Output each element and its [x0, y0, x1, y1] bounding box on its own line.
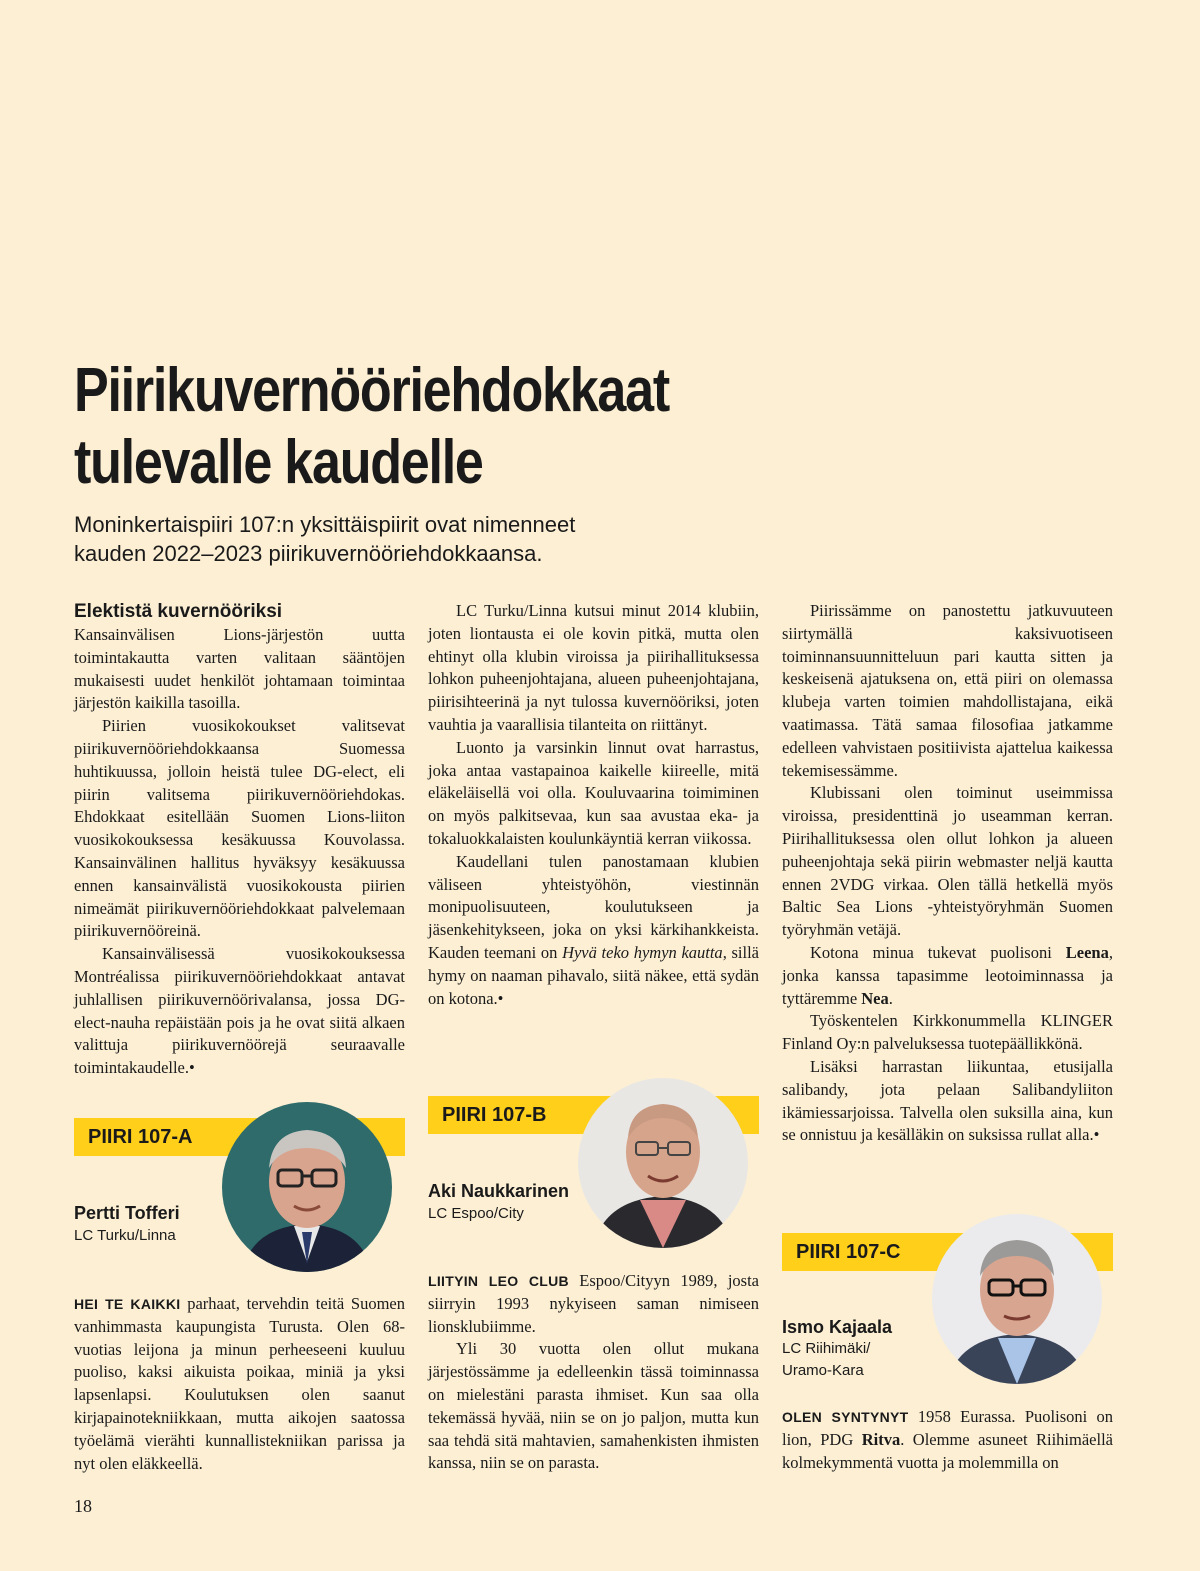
subtitle-line-1: Moninkertaispiiri 107:n yksittäispiirit ovat nimenneet [74, 512, 576, 537]
candidate-c-lead: OLEN SYNTYNYT [782, 1409, 909, 1425]
column-2-text [428, 600, 759, 1010]
col2-paragraph-2: Luonto ja varsinkin linnut ovat harrastus, joka antaa vastapainoa kaikelle kiireelle, mitä eläkeläisellä voi olla. Kouluvaarina toimiminen on myös palkitsevaa, kun saa avustaa eka- ja tokaluokkalaisten koulunkäyntiä kerran viikossa. [428, 737, 759, 848]
col3-paragraph-5: Lisäksi harrastan liikuntaa, etusijalla salibandy, jota pelaan Salibandyliiton ikämiessarjoissa. Talvella olen suksilla aina, kun se onnistuu ja kesälläkin on suksissa rullat alla.• [782, 1056, 1113, 1145]
district-band-107b: PIIRI 107-B [428, 1096, 759, 1134]
col3-paragraph-3: Kotona minua tukevat puolisoni Leena, jonka kanssa tapasimme leotoiminnassa ja tyttäremme Nea. [782, 942, 1113, 1008]
person-photo-icon [222, 1102, 392, 1272]
candidate-a-lead: HEI TE KAIKKI [74, 1296, 181, 1312]
candidate-b-name: Aki Naukkarinen [428, 1181, 570, 1201]
candidate-c-bio: OLEN SYNTYNYT 1958 Eurassa. Puolisoni on lion, PDG Ritva. Olemme asuneet Riihimäellä kolmekymmentä vuotta ja molemmilla on [782, 1407, 1113, 1472]
candidate-c-club: LC Riihimäki/ Uramo-Kara [782, 1340, 871, 1379]
title-line-1: Piirikuvernööriehdokkaat [74, 356, 669, 425]
candidate-b-club: LC Espoo/City [428, 1205, 524, 1222]
col3-paragraph-1: Piirissämme on panostettu jatkuvuuteen siirtymällä kaksivuotiseen toiminnansuunnitteluun pari kautta sitten ja keskeisenä ajatuksena on, että piiri on olemassa klubeja varten toimien mahdollistajana, eikä vaatimassa. Tätä samaa filosofiaa jatkamme edelleen vahvistaen positiivista ajattelua kaikessa tekemisessämme. [782, 601, 1113, 780]
candidate-b-paragraph-2: Yli 30 vuotta olen ollut mukana järjestössämme ja edelleenkin tässä toiminnassa on mielestäni parasta ihmiset. Kun saa olla tekemässä hyvää, niin se on jo paljon, mutta kun saa tehdä sitä mahtavien, samahenkisten ihmisten kanssa, niin se on parasta. [428, 1339, 759, 1473]
portrait-pertti-tofferi [222, 1102, 392, 1272]
candidate-c-name: Ismo Kajaala [782, 1317, 893, 1337]
title-line-2: tulevalle kaudelle [74, 428, 483, 497]
candidate-b-lead: LIITYIN LEO CLUB [428, 1273, 569, 1289]
col3-paragraph-4: Työskentelen Kirkkonummella KLINGER Finland Oy:n palveluksessa tuotepäällikkönä. [782, 1011, 1113, 1054]
person-photo-icon [578, 1078, 748, 1248]
intro-paragraph-1: Kansainvälisen Lions-järjestön uutta toimintakautta varten valitaan sääntöjen mukaisesti uudet henkilöt johtamaan toimintaa järjestön kaikilla tasoilla. [74, 625, 405, 713]
page-number: 18 [74, 1496, 92, 1516]
portrait-aki-naukkarinen [578, 1078, 748, 1248]
col2-paragraph-3: Kaudellani tulen panostamaan klubien väliseen yhteistyöhön, viestinnän monipuolisuuteen, koulutukseen ja jäsenkehitykseen, joka on yksi kärkihankkeista. Kauden teemani on Hyvä teko hymyn kautta, sillä hymy on naaman pihavalo, siitä näkee, että sydän on kotona.• [428, 851, 759, 1008]
theme-phrase: Hyvä teko hymyn kautta [562, 942, 723, 962]
intro-heading: Elektistä kuvernööriksi [74, 601, 283, 622]
portrait-ismo-kajaala [932, 1214, 1102, 1384]
subtitle [74, 510, 694, 568]
person-photo-icon [932, 1214, 1102, 1384]
col2-paragraph-1: LC Turku/Linna kutsui minut 2014 klubiin, joten liontausta ei ole kovin pitkä, mutta olen ehtinyt olla klubin viroissa ja piirihallituksessa lohkon puheenjohtajana, alueen puheenjohtajana, piirisihteerinä ja nyt tulossa kuvernööriksi, joten vauhtia ja vaarallisia tilanteita on riittänyt. [428, 601, 759, 734]
candidate-b-bio: LIITYIN LEO CLUB Espoo/Cityyn 1989, josta siirryin 1993 nykyiseen saman nimiseen lionsklubiimme. Yli 30 vuotta olen ollut mukana järjestössämme ja edelleenkin tässä toiminnassa on mielestäni parasta ihmiset. Kun saa olla tekemässä hyvää, niin se on jo paljon, mutta kun saa tehdä sitä mahtavien, samahenkisten ihmisten kanssa, niin se on parasta. [428, 1270, 759, 1475]
candidate-a-bio: HEI TE KAIKKI parhaat, tervehdin teitä Suomen vanhimmasta kaupungista Turusta. Olen 68-vuotias leijona ja minun perheeseeni kuuluu puoliso, kaksi aikuista poikaa, miniä ja yksi lapsenlapsi. Koulutuksen olen saanut kirjapainotekniikkaan, mutta aikojen saatossa työelämä vierähti kunnallistekniikan parissa ja nyt olen eläkkeellä. [74, 1294, 405, 1473]
intro-paragraph-2: Piirien vuosikokoukset valitsevat piirikuvernööriehdokkaansa Suomessa huhtikuussa, jolloin heistä tulee DG-elect, eli piirin valitsema piirikuvernööriehdokas. Ehdokkaat esitellään Suomen Lions-liiton vuosikokouksessa kesäkuussa Kouvolassa. Kansainvälinen hallitus hyväksyy kesäkuussa ennen kansainvälistä vuosikokousta piirien nimeämät piirikuvernööriehdokkaat palvelemaan piirikuvernööreinä. [74, 716, 405, 941]
subtitle-line-2: kauden 2022–2023 piirikuvernööriehdokkaansa. [74, 541, 543, 566]
candidate-a-club: LC Turku/Linna [74, 1227, 176, 1244]
column-3-text [782, 600, 1113, 1147]
district-band-107a: PIIRI 107-A [74, 1118, 405, 1156]
intro-column [74, 600, 405, 1080]
district-band-107c: PIIRI 107-C [782, 1233, 1113, 1271]
candidate-a-name: Pertti Tofferi [74, 1203, 180, 1223]
col3-paragraph-2: Klubissani olen toiminut useimmissa viroissa, presidenttinä jo useamman kerran. Piirihallituksessa olen ollut lohkon ja alueen puheenjohtaja sekä piirin webmaster neljä kautta ennen 2VDG virkaa. Olen tällä hetkellä myös Baltic Sea Lions -yhteistyöryhmän Suomen työryhmän vetäjä. [782, 783, 1113, 940]
intro-paragraph-3: Kansainvälisessä vuosikokouksessa Montréalissa piirikuvernööriehdokkaat antavat juhlallisen piirikuvernöörivalansa, jossa DG-elect-nauha repäistään pois ja he ovat siitä alkaen valittuja piirikuvernöörejä seuraavalle toimintakaudelle.• [74, 944, 405, 1078]
page-title [74, 355, 746, 499]
